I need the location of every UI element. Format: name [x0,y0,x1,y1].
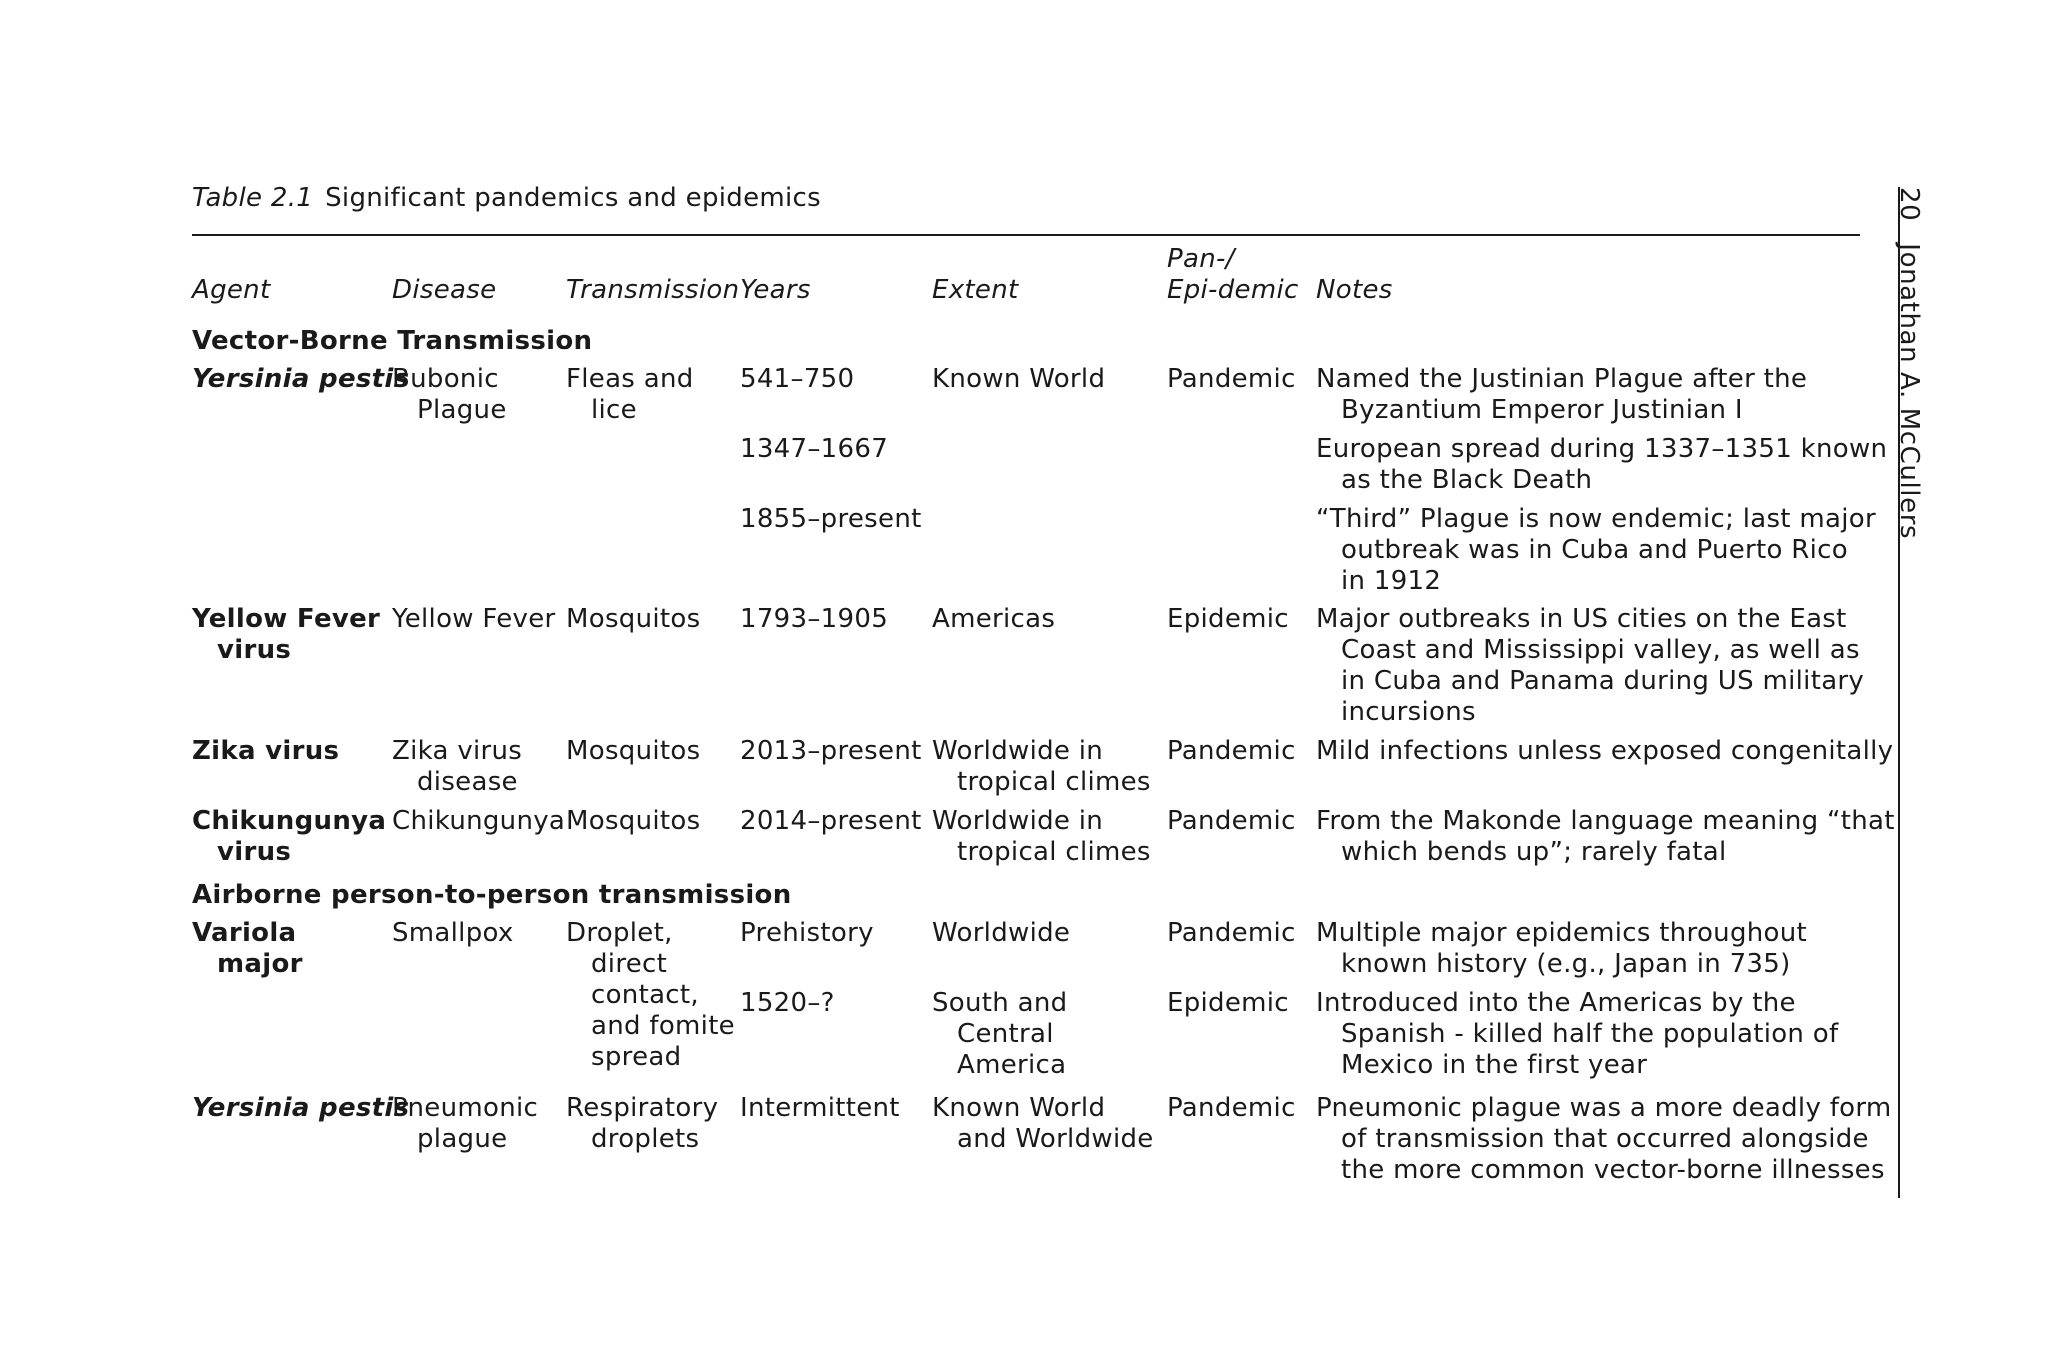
cell-pan-epi: Pandemic [1167,1093,1296,1123]
cell-years: 2013–present [740,736,922,766]
page-number: 20 [1894,187,1924,222]
cell-extent: Known World and Worldwide [932,1093,1154,1154]
cell-transmission: Mosquitos [566,736,701,766]
column-header-transmission: Transmission [566,275,740,305]
cell-years: Intermittent [740,1093,900,1123]
cell-extent: Worldwide [932,918,1071,948]
cell-notes: Pneumonic plague was a more deadly form of transmission that occurred alongside the more common vector-borne illnesses [1316,1093,1892,1185]
cell-disease: Bubonic Plague [392,364,507,425]
cell-years: 1855–present [740,504,922,534]
cell-years: 1793–1905 [740,604,889,634]
column-header-notes: Notes [1316,275,1393,305]
cell-notes: From the Makonde language meaning “that which bends up”; rarely fatal [1316,806,1895,867]
cell-extent: Americas [932,604,1056,634]
cell-years: Prehistory [740,918,874,948]
cell-disease: Zika virus disease [392,736,523,797]
cell-notes: Mild infections unless exposed congenitally [1316,736,1894,766]
cell-notes: European spread during 1337–1351 known as the Black Death [1316,434,1888,495]
cell-transmission: Mosquitos [566,604,701,634]
cell-notes: Multiple major epidemics throughout known history (e.g., Japan in 735) [1316,918,1808,979]
running-head-author: Jonathan A. McCullers [1894,243,1924,540]
cell-years: 1347–1667 [740,434,889,464]
cell-pan-epi: Epidemic [1167,604,1289,634]
table-caption [192,183,821,213]
cell-pan-epi: Pandemic [1167,736,1296,766]
cell-agent: Variola major [192,918,303,979]
cell-agent: Yellow Fever virus [192,604,381,665]
cell-disease: Chikungunya [392,806,566,836]
cell-agent: Yersinia pestis [192,364,410,394]
cell-agent: Yersinia pestis [192,1093,410,1123]
section-heading-vector-borne: Vector-Borne Transmission [192,326,593,356]
table-label: Table 2.1 [192,183,314,213]
cell-extent: Worldwide in tropical climes [932,736,1151,797]
cell-transmission: Droplet, direct contact, and fomite spread [566,918,735,1072]
cell-transmission: Mosquitos [566,806,701,836]
cell-agent: Zika virus [192,736,340,766]
column-header-years: Years [740,275,811,305]
column-header-pan-epi: Pan-/ Epi-demic [1167,244,1299,305]
column-header-extent: Extent [932,275,1019,305]
cell-notes: “Third” Plague is now endemic; last major outbreak was in Cuba and Puerto Rico in 1912 [1316,504,1876,596]
cell-extent: Worldwide in tropical climes [932,806,1151,867]
cell-extent: Known World [932,364,1106,394]
cell-transmission: Respiratory droplets [566,1093,719,1154]
running-head [1894,187,1924,539]
table-title: Significant pandemics and epidemics [325,183,821,213]
cell-pan-epi: Pandemic [1167,806,1296,836]
cell-disease: Yellow Fever [392,604,556,634]
cell-notes: Introduced into the Americas by the Spanish - killed half the population of Mexico in the first year [1316,988,1839,1080]
cell-disease: Smallpox [392,918,514,948]
section-heading-airborne: Airborne person-to-person transmission [192,880,792,910]
cell-notes: Major outbreaks in US cities on the East Coast and Mississippi valley, as well as in Cuba and Panama during US military incursions [1316,604,1865,727]
cell-years: 1520–? [740,988,835,1018]
cell-years: 2014–present [740,806,922,836]
column-header-agent: Agent [192,275,271,305]
cell-notes: Named the Justinian Plague after the Byzantium Emperor Justinian I [1316,364,1808,425]
cell-years: 541–750 [740,364,855,394]
cell-pan-epi: Pandemic [1167,918,1296,948]
cell-disease: Pneumonic plague [392,1093,539,1154]
table-top-rule [192,234,1860,236]
cell-transmission: Fleas and lice [566,364,694,425]
cell-pan-epi: Epidemic [1167,988,1289,1018]
cell-pan-epi: Pandemic [1167,364,1296,394]
column-header-disease: Disease [392,275,497,305]
cell-agent: Chikungunya virus [192,806,387,867]
cell-extent: South and Central America [932,988,1068,1080]
